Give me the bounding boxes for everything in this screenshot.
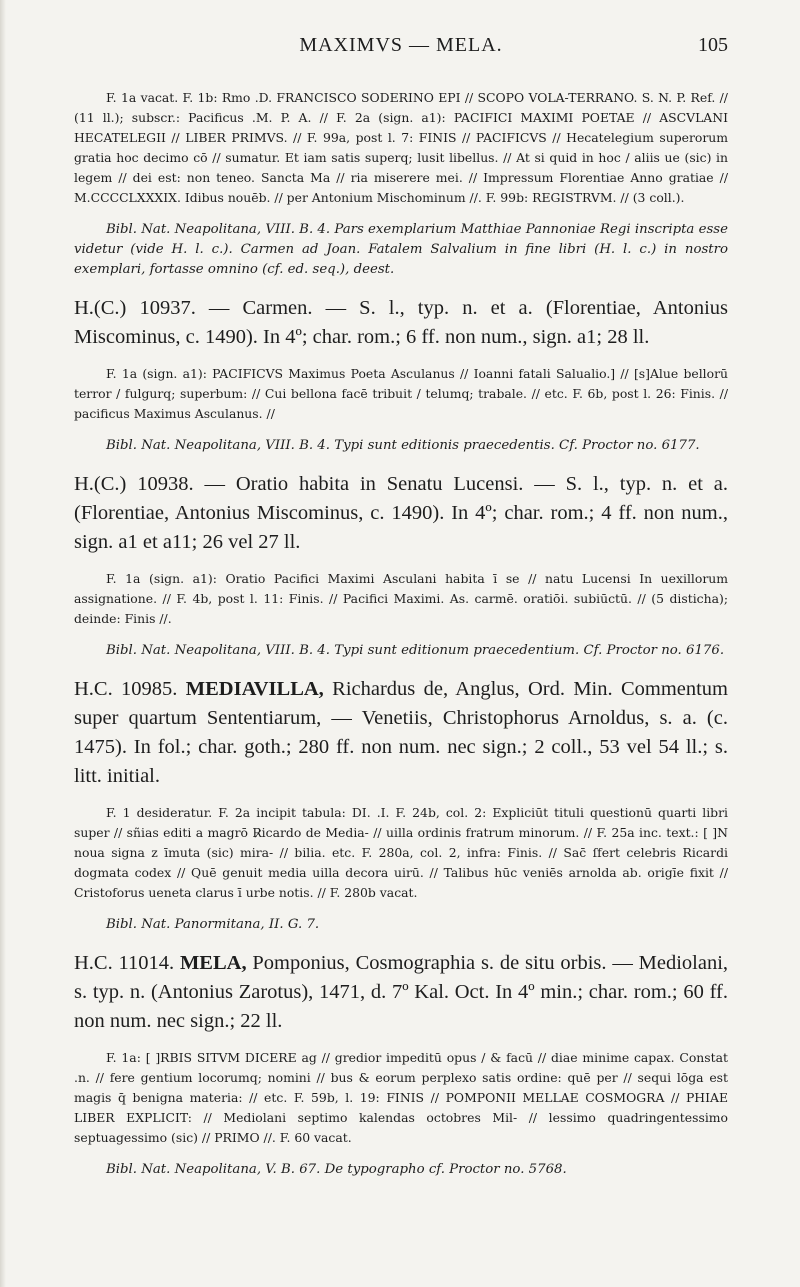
- description-paragraph: F. 1a: [ ]RBIS SITVM DICERE ag // gredior impeditū opus / & facū // diae minime capax. Constat .n. // fere gentium locorumq; nomini // bus & eorum perplexo satis ordine: quē per // sequi lōga est magis q̄ benigna materia: // etc. F. 59b, l. 19: FINIS // POMPONII MELLAE COSMOGRA // PHIAE LIBER EXPLICIT: // Mediolani septimo kalendas octobres Mil- // lessimo quadringentessimo septuagessimo (sic) // PRIMO //. F. 60 vacat.: [74, 1050, 728, 1145]
- entry-heading: [74, 470, 728, 557]
- entry-number: H.C. 10985.: [74, 678, 178, 700]
- entry-text: Richardus de, Anglus, Ord. Min. Commentum super quartum Sententiarum, — Venetiis, Christophorus Arnoldus, s. a. (c. 1475). In fol.; char. goth.; 280 ff. non num. nec sign.; 2 coll., 53 vel 54 ll.; s. litt. initial.: [74, 678, 729, 787]
- running-title: MAXIMVS — MELA.: [299, 34, 503, 56]
- page-edge-shadow: [0, 0, 6, 1287]
- entry-heading: [74, 294, 728, 352]
- catalog-entry: [74, 675, 728, 791]
- entry-author: MEDIAVILLA,: [185, 678, 324, 700]
- entry-author: MELA,: [179, 952, 247, 974]
- description-paragraph: F. 1a vacat. F. 1b: Rmo .D. FRANCISCO SODERINO EPI // SCOPO VOLA-TERRANO. S. N. P. Ref. // (11 ll.); subscr.: Pacificus .M. P. A. // F. 2a (sign. a1): PACIFICI MAXIMI POETAE // ASCVLANI HECATELEGII // LIBER PRIMVS. // F. 99a, post l. 7: FINIS // PACIFICVS // Hecatelegium superorum gratia hoc decimo cō // sumatur. Et iam satis superq; lusit libellus. // At si quid in hoc / aliis ue (sic) in legem // dei est: non teneo. Sancta Ma // ria miserere mei. // Impressum Florentiae Anno gratiae // M.CCCCLXXXIX. Idibus nouēb. // per Antonium Mischominum //. F. 99b: REGISTRVM. // (3 coll.).: [74, 90, 728, 205]
- entry-number: H.(C.) 10938.: [74, 473, 194, 495]
- bibliographic-note: Bibl. Nat. Neapolitana, V. B. 67. De typographo cf. Proctor no. 5768.: [106, 1162, 567, 1177]
- entry-text: Pomponius, Cosmographia s. de situ orbis. — Mediolani, s. typ. n. (Antonius Zarotus), 1471, d. 7º Kal. Oct. In 4º min.; char. rom.; 60 ff. non num. nec sign.; 22 ll.: [74, 952, 729, 1032]
- running-head: [74, 28, 728, 64]
- bibliographic-note: Bibl. Nat. Neapolitana, VIII. B. 4. Typi sunt editionum praecedentium. Cf. Proctor no. 6176.: [106, 643, 725, 658]
- description-paragraph: F. 1a (sign. a1): Oratio Pacifici Maximi Asculani habita ī se // natu Lucensi In uexillorum assignatione. // F. 4b, post l. 11: Finis. // Pacifici Maximi. As. carmē. oratiōi. subiūctū. // (5 disticha); deinde: Finis //.: [74, 571, 728, 626]
- description-paragraph: F. 1 desideratur. F. 2a incipit tabula: DI. .I. F. 24b, col. 2: Expliciūt tituli questionū quarti libri super // sñias editi a magrō R̷icardo de Media- // uilla ordinis fratrum minorum. // F. 25a inc. text.: [ ]N noua signa z īmuta (sic) mira- // bilia. etc. F. 280a, col. 2, infra: Finis. // Sac̄ ſfert celebris Ricardi dogmata codex // Quē genuit media uilla decora uirū. // Talibus hūc veniēs arnolda ab. origīe fixit // Cristoforus ueneta clarus ī urbe notis. // F. 280b vacat.: [74, 805, 728, 900]
- catalog-entry: [74, 470, 728, 557]
- catalog-entry: [74, 294, 728, 352]
- entry-number: H.(C.) 10937.: [74, 297, 196, 319]
- entry-heading: [74, 949, 728, 1036]
- entry-text: — Carmen. — S. l., typ. n. et a. (Florentiae, Antonius Miscominus, c. 1490). In 4º; char. rom.; 6 ff. non num., sign. a1; 28 ll.: [74, 297, 728, 348]
- catalog-entry: [74, 949, 728, 1036]
- entry-number: H.C. 11014.: [74, 952, 175, 974]
- description-paragraph: F. 1a (sign. a1): PACIFICVS Maximus Poeta Asculanus // Ioanni fatali Salualio.] // [s]Alue bellorū terror / fulgurq; superbum: // Cui bellona facē tribuit / telumq; trabale. // etc. F. 6b, post l. 26: Finis. // pacificus Maximus Asculanus. //: [74, 366, 728, 421]
- bibliographic-note: Bibl. Nat. Neapolitana, VIII. B. 4. Pars exemplarium Matthiae Pannoniae Regi inscripta esse videtur (vide H. l. c.). Carmen ad Joan. Fatalem Salvalium in fine libri (H. l. c.) in nostro exemplari, fortasse omnino (cf. ed. seq.), deest.: [74, 222, 728, 277]
- page-number: 105: [698, 34, 728, 56]
- entry-heading: [74, 675, 728, 791]
- bibliographic-note: Bibl. Nat. Panormitana, II. G. 7.: [106, 917, 320, 932]
- entry-text: — Oratio habita in Senatu Lucensi. — S. l., typ. n. et a. (Florentiae, Antonius Miscominus, c. 1490). In 4º; char. rom.; 4 ff. non num., sign. a1 et a11; 26 vel 27 ll.: [74, 473, 729, 553]
- bibliographic-note: Bibl. Nat. Neapolitana, VIII. B. 4. Typi sunt editionis praecedentis. Cf. Proctor no. 6177.: [106, 438, 700, 453]
